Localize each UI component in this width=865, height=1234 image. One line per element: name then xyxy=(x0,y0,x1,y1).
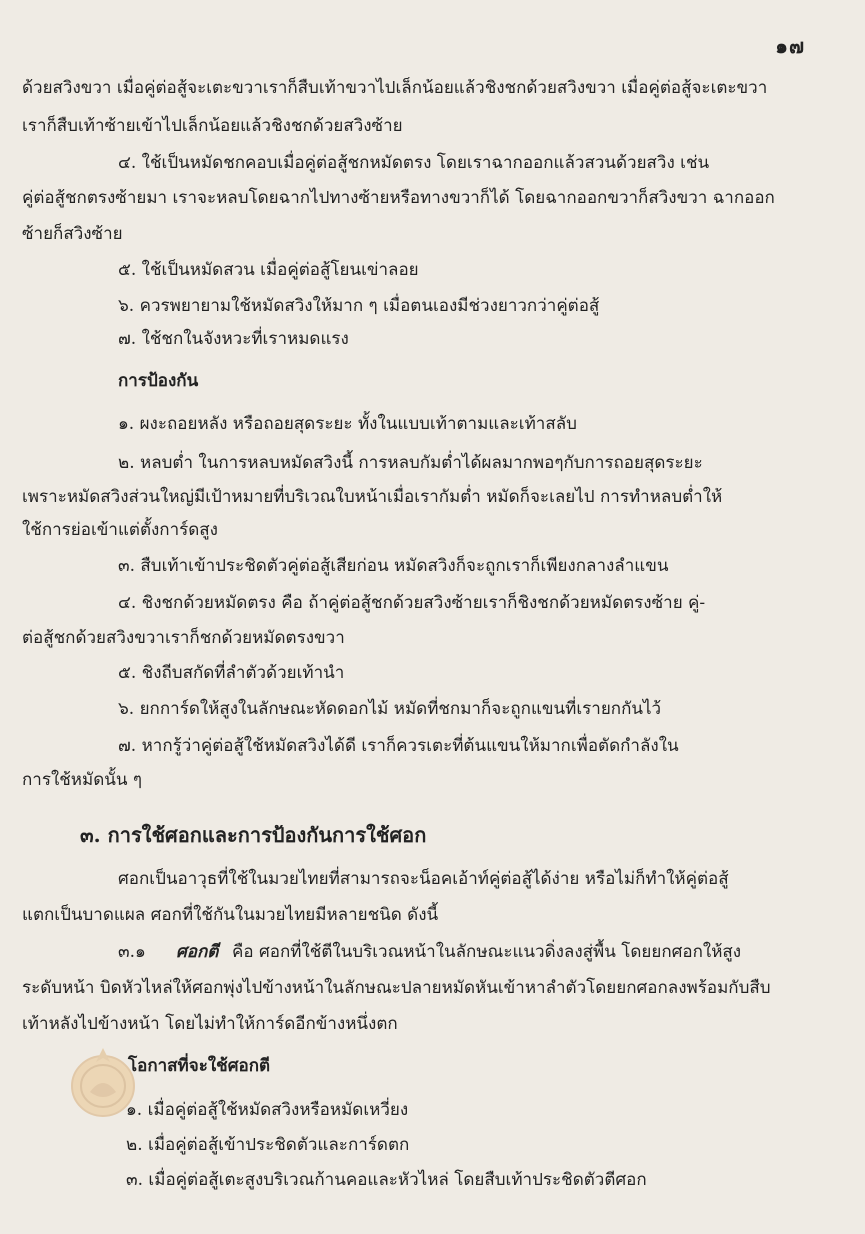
watermark-seal-icon xyxy=(68,1042,138,1120)
page-number: ๑๗ xyxy=(775,34,805,58)
list-item: ๒. เมื่อคู่ต่อสู้เข้าประชิดตัวและการ์ดตก xyxy=(126,1135,410,1155)
text-line: ศอกเป็นอาวุธที่ใช้ในมวยไทยที่สามารถจะน็อคเอ้าท์คู่ต่อสู้ได้ง่าย หรือไม่ก็ทำให้คู่ต่อสู้ xyxy=(118,869,729,889)
list-item: ๒. หลบต่ำ ในการหลบหมัดสวิงนี้ การหลบกัมต่ำได้ผลมากพอๆกับการถอยสุดระยะ xyxy=(118,453,703,473)
text-line: เพราะหมัดสวิงส่วนใหญ่มีเป้าหมายที่บริเวณใบหน้าเมื่อเรากัมต่ำ หมัดก็จะเลยไป การทำหลบต่ำให้ xyxy=(22,487,723,507)
list-item: ๑. ผงะถอยหลัง หรือถอยสุดระยะ ทั้งในแบบเท้าตามและเท้าสลับ xyxy=(118,414,577,434)
list-item: ๔. ใช้เป็นหมัดชกคอบเมื่อคู่ต่อสู้ชกหมัดตรง โดยเราฉากออกแล้วสวนด้วยสวิง เช่น xyxy=(118,153,710,173)
text-line: เท้าหลังไปข้างหน้า โดยไม่ทำให้การ์ดอีกข้างหนึ่งตก xyxy=(22,1014,398,1034)
text-line: ใช้การย่อเข้าแต่ตั้งการ์ดสูง xyxy=(22,520,218,540)
list-item: ๗. หากรู้ว่าคู่ต่อสู้ใช้หมัดสวิงได้ดี เราก็ควรเตะที่ต้นแขนให้มากเพื่อตัดกำลังใน xyxy=(118,736,679,756)
list-item: ๕. ใช้เป็นหมัดสวน เมื่อคู่ต่อสู้โยนเข่าลอย xyxy=(118,260,419,280)
list-item: ๓. เมื่อคู่ต่อสู้เตะสูงบริเวณก้านคอและหัวไหล่ โดยสืบเท้าประชิดตัวตีศอก xyxy=(126,1170,647,1190)
list-item: ๖. ยกการ์ดให้สูงในลักษณะหัดดอกไม้ หมัดที่ชกมาก็จะถูกแขนที่เรายกกันไว้ xyxy=(118,699,662,719)
list-item: ๖. ควรพยายามใช้หมัดสวิงให้มาก ๆ เมื่อตนเองมีช่วงยาวกว่าคู่ต่อสู้ xyxy=(118,296,600,316)
text-line: ด้วยสวิงขวา เมื่อคู่ต่อสู้จะเตะขวาเราก็สืบเท้าขวาไปเล็กน้อยแล้วชิงชกด้วยสวิงขวา เมื่อคู่ต่อสู้จะเตะขวา xyxy=(22,78,768,98)
term-emphasis: ศอกตี xyxy=(176,942,219,962)
section-heading: ๓. การใช้ศอกและการป้องกันการใช้ศอก xyxy=(80,823,427,847)
list-item: ๔. ชิงชกด้วยหมัดตรง คือ ถ้าคู่ต่อสู้ชกด้วยสวิงซ้ายเราก็ชิงชกด้วยหมัดตรงซ้าย คู่- xyxy=(118,593,706,613)
list-item: ๓. สืบเท้าเข้าประชิดตัวคู่ต่อสู้เสียก่อน หมัดสวิงก็จะถูกเราก็เพียงกลางลำแขน xyxy=(118,556,669,576)
text-line: แตกเป็นบาดแผล ศอกที่ใช้กันในมวยไทยมีหลายชนิด ดังนี้ xyxy=(22,905,439,925)
text-line: คือ ศอกที่ใช้ตีในบริเวณหน้าในลักษณะแนวดิ่งลงสู่พื้น โดยยกศอกให้สูง xyxy=(232,942,742,962)
text-line: ซ้ายก็สวิงซ้าย xyxy=(22,224,123,244)
text-line: คู่ต่อสู้ชกตรงซ้ายมา เราจะหลบโดยฉากไปทางซ้ายหรือทางขวาก็ได้ โดยฉากออกขวาก็สวิงขวา ฉากออก xyxy=(22,188,775,208)
text-line: ระดับหน้า บิดหัวไหล่ให้ศอกพุ่งไปข้างหน้าในลักษณะปลายหมัดหันเข้าหาลำตัวโดยยกศอกลงพร้อมกับสืบ xyxy=(22,978,771,998)
text-line: เราก็สืบเท้าซ้ายเข้าไปเล็กน้อยแล้วชิงชกด้วยสวิงซ้าย xyxy=(22,116,403,136)
text-line: ต่อสู้ชกด้วยสวิงขวาเราก็ชกด้วยหมัดตรงขวา xyxy=(22,628,345,648)
text-line: การใช้หมัดนั้น ๆ xyxy=(22,770,143,790)
item-number: ๓.๑ xyxy=(118,942,146,962)
list-item: ๕. ชิงถีบสกัดที่ลำตัวด้วยเท้านำ xyxy=(118,663,345,683)
section-subheading: โอกาสที่จะใช้ศอกตี xyxy=(128,1056,271,1076)
section-subheading: การป้องกัน xyxy=(118,371,199,391)
list-item: ๗. ใช้ชกในจังหวะที่เราหมดแรง xyxy=(118,329,349,349)
list-item: ๑. เมื่อคู่ต่อสู้ใช้หมัดสวิงหรือหมัดเหวี่ยง xyxy=(126,1100,409,1120)
